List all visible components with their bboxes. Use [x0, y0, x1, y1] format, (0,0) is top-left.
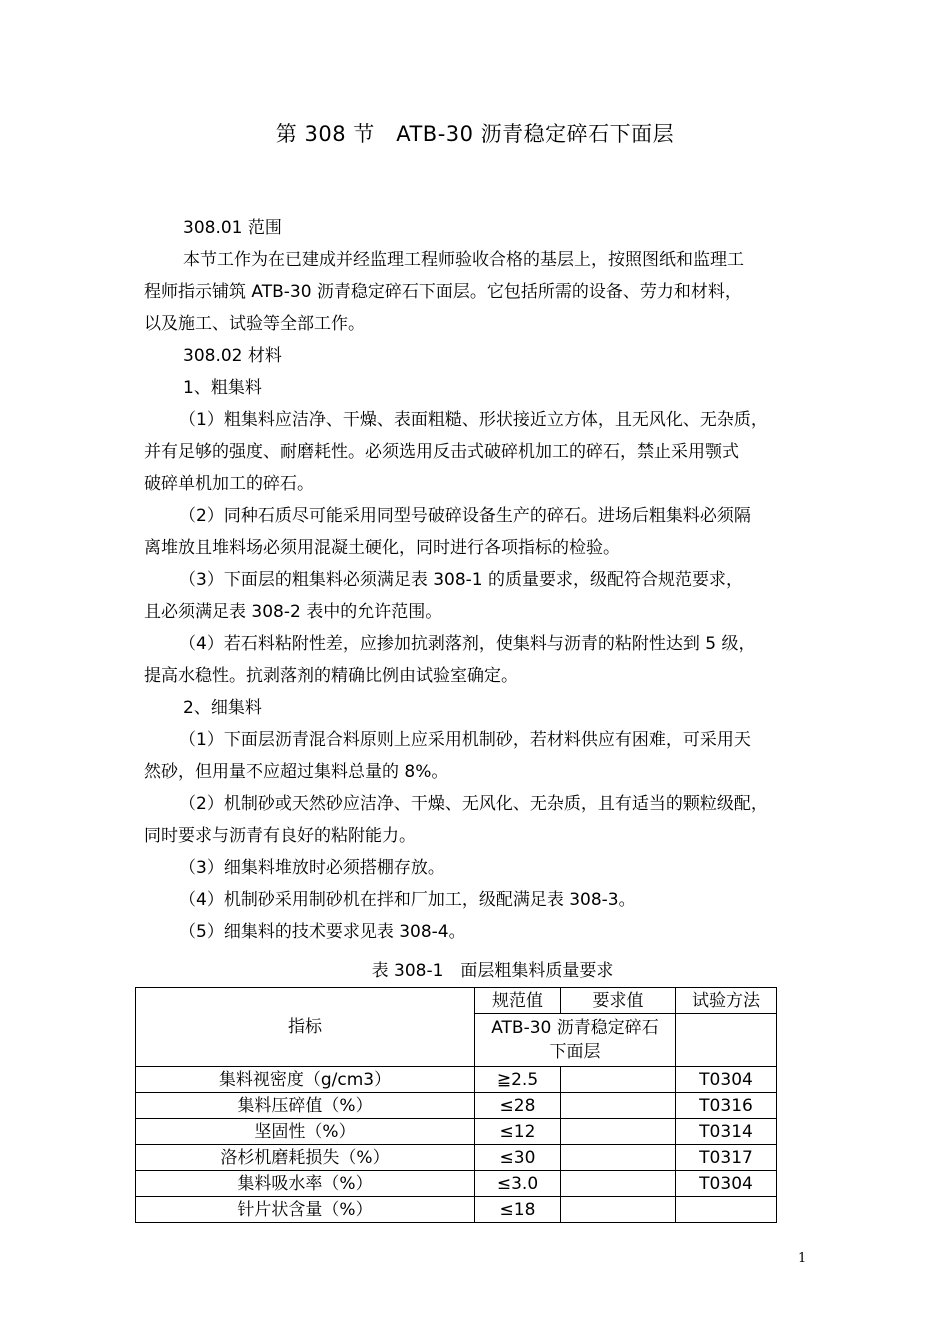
cell-required	[561, 1171, 676, 1197]
table-header-row	[136, 988, 777, 1014]
page-number: 1	[798, 1251, 807, 1266]
paragraph-line: （4）若石料粘附性差，应掺加抗剥落剂，使集料与沥青的粘附性达到 5 级，	[179, 634, 756, 654]
table-row	[136, 1145, 777, 1171]
header-method: 试验方法	[676, 988, 777, 1014]
paragraph-line: （1）下面层沥青混合料原则上应采用机制砂，若材料供应有困难，可采用天	[179, 730, 751, 750]
cell-spec: ≧2.5	[475, 1067, 561, 1093]
cell-required	[561, 1145, 676, 1171]
header-required: 要求值	[561, 988, 676, 1014]
header-blank	[676, 1014, 777, 1067]
cell-spec: ≤3.0	[475, 1171, 561, 1197]
table-row	[136, 1119, 777, 1145]
cell-required	[561, 1093, 676, 1119]
paragraph-line: 本节工作为在已建成并经监理工程师验收合格的基层上，按照图纸和监理工	[183, 250, 744, 270]
paragraph-line: 并有足够的强度、耐磨耗性。必须选用反击式破碎机加工的碎石，禁止采用颚式	[144, 442, 739, 462]
paragraph-line: 破碎单机加工的碎石。	[144, 474, 314, 494]
cell-method: T0314	[676, 1119, 777, 1145]
cell-required	[561, 1197, 676, 1223]
cell-indicator: 集料吸水率（%）	[136, 1171, 475, 1197]
cell-indicator: 洛杉机磨耗损失（%）	[136, 1145, 475, 1171]
cell-required	[561, 1119, 676, 1145]
cell-spec: ≤28	[475, 1093, 561, 1119]
paragraph-line: （1）粗集料应洁净、干燥、表面粗糙、形状接近立方体，且无风化、无杂质，	[179, 410, 768, 430]
heading-coarse-aggregate: 1、粗集料	[183, 378, 262, 398]
table-row	[136, 1093, 777, 1119]
cell-method: T0316	[676, 1093, 777, 1119]
paragraph-line: （3）细集料堆放时必须搭棚存放。	[179, 858, 445, 878]
paragraph-line: 同时要求与沥青有良好的粘附能力。	[144, 826, 416, 846]
paragraph-line: 以及施工、试验等全部工作。	[144, 314, 365, 334]
table-row	[136, 1067, 777, 1093]
table-row	[136, 1171, 777, 1197]
paragraph-line: （3）下面层的粗集料必须满足表 308-1 的质量要求，级配符合规范要求，	[179, 570, 744, 590]
cell-indicator: 坚固性（%）	[136, 1119, 475, 1145]
section-title: 第 308 节 ATB-30 沥青稳定碎石下面层	[275, 122, 675, 146]
table-caption: 表 308-1 面层粗集料质量要求	[371, 961, 614, 981]
heading-materials: 308.02 材料	[183, 346, 282, 366]
heading-fine-aggregate: 2、细集料	[183, 698, 262, 718]
header-indicator: 指标	[136, 988, 475, 1067]
heading-scope: 308.01 范围	[183, 218, 282, 238]
cell-method: T0317	[676, 1145, 777, 1171]
paragraph-line: （5）细集料的技术要求见表 308-4。	[179, 922, 466, 942]
cell-method	[676, 1197, 777, 1223]
cell-method: T0304	[676, 1171, 777, 1197]
paragraph-line: 离堆放且堆料场必须用混凝土硬化，同时进行各项指标的检验。	[144, 538, 620, 558]
table-row	[136, 1197, 777, 1223]
header-sub: ATB-30 沥青稳定碎石下面层	[475, 1014, 676, 1067]
paragraph-line: （2）机制砂或天然砂应洁净、干燥、无风化、无杂质，且有适当的颗粒级配，	[179, 794, 768, 814]
quality-table	[135, 987, 777, 1223]
cell-indicator: 集料压碎值（%）	[136, 1093, 475, 1119]
paragraph-line: （2）同种石质尽可能采用同型号破碎设备生产的碎石。进场后粗集料必须隔	[179, 506, 751, 526]
cell-spec: ≤12	[475, 1119, 561, 1145]
cell-indicator: 针片状含量（%）	[136, 1197, 475, 1223]
cell-method: T0304	[676, 1067, 777, 1093]
body-text	[144, 212, 812, 948]
paragraph-line: 然砂，但用量不应超过集料总量的 8%。	[144, 762, 449, 782]
header-spec: 规范值	[475, 988, 561, 1014]
paragraph-line: （4）机制砂采用制砂机在拌和厂加工，级配满足表 308-3。	[179, 890, 636, 910]
paragraph-line: 且必须满足表 308-2 表中的允许范围。	[144, 602, 443, 622]
paragraph-line: 程师指示铺筑 ATB-30 沥青稳定碎石下面层。它包括所需的设备、劳力和材料，	[144, 282, 742, 302]
cell-spec: ≤30	[475, 1145, 561, 1171]
paragraph-line: 提高水稳性。抗剥落剂的精确比例由试验室确定。	[144, 666, 518, 686]
cell-indicator: 集料视密度（g/cm3）	[136, 1067, 475, 1093]
cell-required	[561, 1067, 676, 1093]
cell-spec: ≤18	[475, 1197, 561, 1223]
